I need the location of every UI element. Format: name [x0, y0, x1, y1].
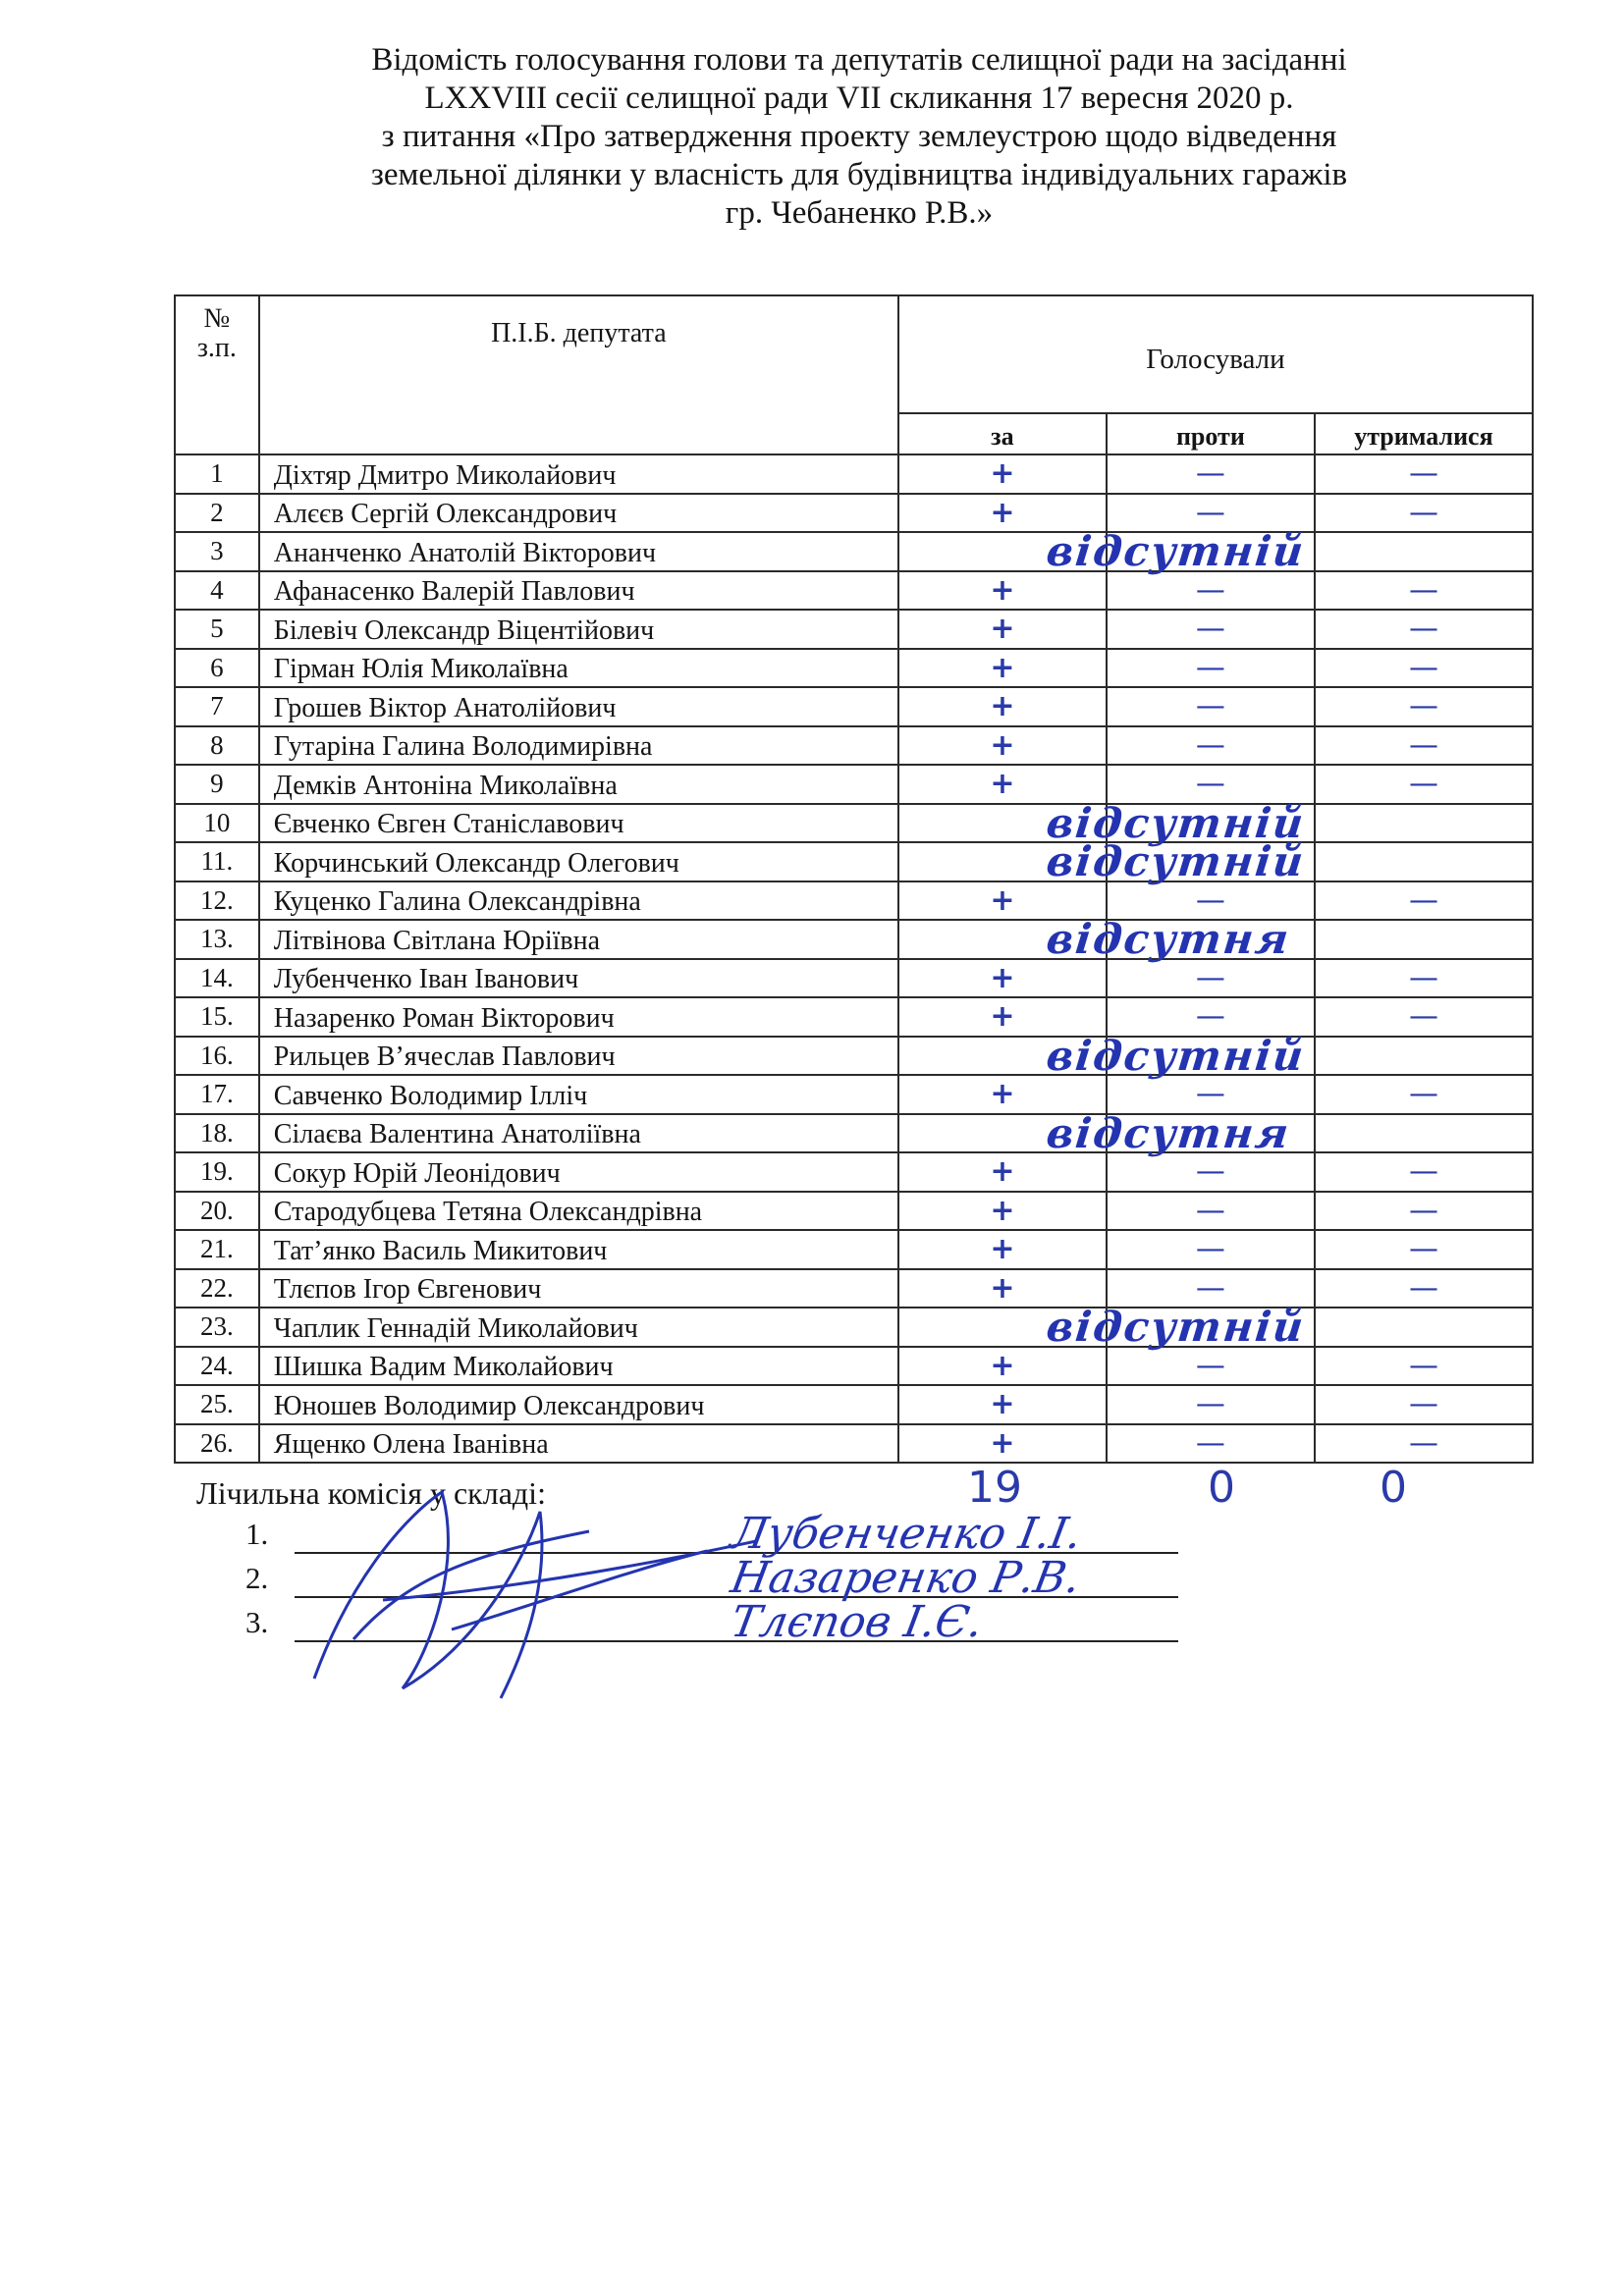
vote-for-cell: [898, 527, 1308, 575]
vote-abstain-mark: —: [1315, 649, 1533, 688]
row-number: 22.: [175, 1269, 259, 1308]
table-row: [175, 1037, 1533, 1076]
deputy-name: Чаплик Геннадій Миколайович: [259, 1308, 898, 1347]
deputy-name: Ященко Олена Іванівна: [259, 1424, 898, 1464]
row-number: 10: [175, 804, 259, 843]
vote-abstain-mark: —: [1315, 1192, 1533, 1231]
header-against: проти: [1107, 413, 1315, 454]
vote-against-mark: —: [1107, 494, 1315, 533]
vote-abstain-cell: [1315, 1037, 1533, 1076]
vote-abstain-mark: —: [1315, 687, 1533, 726]
vote-for-cell: [898, 1303, 1308, 1351]
header-for: за: [898, 413, 1107, 454]
absent-note: відсутня: [1044, 915, 1293, 963]
deputy-name: Демків Антоніна Миколаївна: [259, 765, 898, 804]
row-number: 13.: [175, 920, 259, 959]
deputy-name: Гутаріна Галина Володимирівна: [259, 726, 898, 766]
header-deputy-name: П.І.Б. депутата: [259, 295, 898, 454]
vote-for-mark: +: [898, 726, 1107, 766]
deputy-name: Юношев Володимир Олександрович: [259, 1385, 898, 1424]
document-title: [255, 41, 1463, 233]
vote-abstain-mark: —: [1315, 997, 1533, 1037]
vote-against-mark: —: [1107, 1424, 1315, 1464]
row-number: 18.: [175, 1114, 259, 1153]
title-line-1: Відомість голосування голови та депутатів селищної ради на засіданні: [371, 42, 1347, 78]
table-row: [175, 920, 1533, 959]
vote-for-mark: +: [898, 997, 1107, 1037]
vote-for-cell: [898, 1108, 1293, 1157]
table-row: [175, 1308, 1533, 1347]
table-row: [175, 687, 1533, 726]
vote-for-cell: [898, 1031, 1308, 1080]
row-number: 11.: [175, 842, 259, 881]
table-row: [175, 765, 1533, 804]
row-number: 9: [175, 765, 259, 804]
table-row: [175, 1347, 1533, 1386]
vote-abstain-mark: —: [1315, 1347, 1533, 1386]
handwritten-name: Лубенченко І.І.: [727, 1509, 1086, 1559]
vote-abstain-mark: —: [1315, 610, 1533, 649]
vote-for-mark: +: [898, 494, 1107, 533]
header-voted: Голосували: [898, 295, 1533, 413]
vote-abstain-mark: —: [1315, 1230, 1533, 1269]
vote-abstain-mark: —: [1315, 959, 1533, 998]
vote-for-mark: +: [898, 1152, 1107, 1192]
signature-scribble: [295, 1453, 766, 1708]
title-line-3: з питання «Про затвердження проекту землеустрою щодо відведення: [381, 119, 1337, 154]
row-number: 3: [175, 532, 259, 571]
vote-abstain-mark: —: [1315, 454, 1533, 494]
header-number-symbol: №: [203, 303, 231, 334]
vote-for-mark: +: [898, 959, 1107, 998]
vote-abstain-mark: —: [1315, 1075, 1533, 1114]
row-number: 6: [175, 649, 259, 688]
vote-for-mark: +: [898, 1192, 1107, 1231]
vote-against-mark: —: [1107, 1385, 1315, 1424]
vote-abstain-mark: —: [1315, 1152, 1533, 1192]
row-number: 26.: [175, 1424, 259, 1464]
vote-for-mark: +: [898, 649, 1107, 688]
table-row: [175, 454, 1533, 494]
deputy-name: Сілаєва Валентина Анатоліївна: [259, 1114, 898, 1153]
vote-abstain-cell: [1315, 1308, 1533, 1347]
total-against: 0: [1208, 1463, 1235, 1513]
vote-abstain-cell: [1315, 1114, 1533, 1153]
vote-for-mark: +: [898, 571, 1107, 611]
absent-note: відсутній: [1044, 1031, 1308, 1080]
deputy-name: Діхтяр Дмитро Миколайович: [259, 454, 898, 494]
vote-against-mark: —: [1107, 1152, 1315, 1192]
vote-against-mark: —: [1107, 881, 1315, 921]
vote-abstain-mark: —: [1315, 571, 1533, 611]
vote-abstain-mark: —: [1315, 1424, 1533, 1464]
total-abstained: 0: [1380, 1463, 1407, 1513]
table-row: [175, 1269, 1533, 1308]
deputy-name: Тат’янко Василь Микитович: [259, 1230, 898, 1269]
header-number-abbrev: з.п.: [196, 333, 237, 363]
header-number: [175, 295, 259, 454]
row-number: 23.: [175, 1308, 259, 1347]
table-row: [175, 571, 1533, 611]
vote-for-mark: +: [898, 1075, 1107, 1114]
deputy-name: Лубенченко Іван Іванович: [259, 959, 898, 998]
absent-note: відсутній: [1044, 798, 1308, 847]
deputy-name: Шишка Вадим Миколайович: [259, 1347, 898, 1386]
commission-index: 3.: [245, 1605, 269, 1639]
absent-note: відсутній: [1044, 1303, 1308, 1351]
vote-against-mark: —: [1107, 1269, 1315, 1308]
row-number: 8: [175, 726, 259, 766]
row-number: 17.: [175, 1075, 259, 1114]
commission-index: 1.: [245, 1517, 269, 1551]
vote-for-mark: +: [898, 1269, 1107, 1308]
row-number: 19.: [175, 1152, 259, 1192]
vote-for-mark: +: [898, 765, 1107, 804]
row-number: 21.: [175, 1230, 259, 1269]
row-number: 24.: [175, 1347, 259, 1386]
table-row: [175, 532, 1533, 571]
deputy-name: Тлєпов Ігор Євгенович: [259, 1269, 898, 1308]
vote-for-mark: +: [898, 610, 1107, 649]
vote-against-mark: —: [1107, 765, 1315, 804]
table-row: [175, 494, 1533, 533]
commission-label: Лічильна комісія у складі:: [196, 1475, 546, 1511]
vote-for-mark: +: [898, 687, 1107, 726]
deputy-name: Куценко Галина Олександрівна: [259, 881, 898, 921]
handwritten-name: Тлєпов І.Є.: [727, 1597, 987, 1647]
vote-against-mark: —: [1107, 1075, 1315, 1114]
vote-abstain-mark: —: [1315, 494, 1533, 533]
absent-note: відсутній: [1044, 527, 1308, 575]
handwritten-name: Назаренко Р.В.: [727, 1553, 1085, 1603]
vote-for-mark: +: [898, 881, 1107, 921]
table-row: [175, 1192, 1533, 1231]
row-number: 1: [175, 454, 259, 494]
commission-index: 2.: [245, 1561, 269, 1595]
table-row: [175, 1385, 1533, 1424]
vote-abstain-mark: —: [1315, 1385, 1533, 1424]
vote-against-mark: —: [1107, 1192, 1315, 1231]
absent-note: відсутня: [1044, 1108, 1293, 1157]
deputy-name: Стародубцева Тетяна Олександрівна: [259, 1192, 898, 1231]
vote-against-mark: —: [1107, 571, 1315, 611]
absent-note: відсутній: [1044, 837, 1308, 885]
total-for: 19: [967, 1463, 1022, 1513]
title-line-2: LXXVIII сесії селищної ради VII скликання 17 вересня 2020 р.: [424, 80, 1294, 116]
title-line-5: гр. Чебаненко Р.В.»: [725, 195, 994, 231]
table-row: [175, 997, 1533, 1037]
deputy-name: Грошев Віктор Анатолійович: [259, 687, 898, 726]
deputy-name: Сокур Юрій Леонідович: [259, 1152, 898, 1192]
vote-against-mark: —: [1107, 610, 1315, 649]
row-number: 4: [175, 571, 259, 611]
row-number: 12.: [175, 881, 259, 921]
row-number: 16.: [175, 1037, 259, 1076]
vote-against-mark: —: [1107, 687, 1315, 726]
table-row: [175, 842, 1533, 881]
row-number: 20.: [175, 1192, 259, 1231]
vote-against-mark: —: [1107, 997, 1315, 1037]
vote-for-mark: +: [898, 1347, 1107, 1386]
row-number: 15.: [175, 997, 259, 1037]
vote-abstain-cell: [1315, 842, 1533, 881]
header-abstained: утрималися: [1315, 413, 1533, 454]
deputy-name: Євченко Євген Станіславович: [259, 804, 898, 843]
row-number: 5: [175, 610, 259, 649]
deputy-name: Гірман Юлія Миколаївна: [259, 649, 898, 688]
vote-abstain-mark: —: [1315, 726, 1533, 766]
vote-abstain-mark: —: [1315, 1269, 1533, 1308]
row-number: 2: [175, 494, 259, 533]
row-number: 25.: [175, 1385, 259, 1424]
vote-for-mark: +: [898, 1385, 1107, 1424]
table-row: [175, 1075, 1533, 1114]
vote-against-mark: —: [1107, 959, 1315, 998]
table-row: [175, 804, 1533, 843]
vote-for-mark: +: [898, 1424, 1107, 1464]
deputy-name: Савченко Володимир Ілліч: [259, 1075, 898, 1114]
vote-abstain-mark: —: [1315, 881, 1533, 921]
vote-for-cell: [898, 915, 1293, 963]
row-number: 7: [175, 687, 259, 726]
table-row: [175, 610, 1533, 649]
deputy-name: Назаренко Роман Вікторович: [259, 997, 898, 1037]
vote-abstain-mark: —: [1315, 765, 1533, 804]
vote-for-cell: [898, 837, 1308, 885]
deputy-name: Ананченко Анатолій Вікторович: [259, 532, 898, 571]
table-row: [175, 959, 1533, 998]
vote-abstain-cell: [1315, 920, 1533, 959]
deputy-name: Афанасенко Валерій Павлович: [259, 571, 898, 611]
deputy-name: Алєєв Сергій Олександрович: [259, 494, 898, 533]
voting-table-body: [175, 454, 1533, 1463]
vote-against-mark: —: [1107, 1347, 1315, 1386]
vote-for-mark: +: [898, 1230, 1107, 1269]
deputy-name: Корчинський Олександр Олегович: [259, 842, 898, 881]
deputy-name: Білевіч Олександр Віцентійович: [259, 610, 898, 649]
table-row: [175, 1114, 1533, 1153]
vote-abstain-cell: [1315, 804, 1533, 843]
deputy-name: Літвінова Світлана Юріївна: [259, 920, 898, 959]
vote-against-mark: —: [1107, 726, 1315, 766]
vote-against-mark: —: [1107, 649, 1315, 688]
vote-for-mark: +: [898, 454, 1107, 494]
table-row: [175, 726, 1533, 766]
voting-table: [174, 294, 1534, 1464]
title-line-4: земельної ділянки у власність для будівництва індивідуальних гаражів: [370, 157, 1348, 192]
vote-against-mark: —: [1107, 454, 1315, 494]
table-row: [175, 881, 1533, 921]
row-number: 14.: [175, 959, 259, 998]
table-row: [175, 649, 1533, 688]
table-row: [175, 1152, 1533, 1192]
deputy-name: Рильцев В’ячеслав Павлович: [259, 1037, 898, 1076]
vote-against-mark: —: [1107, 1230, 1315, 1269]
table-row: [175, 1230, 1533, 1269]
vote-abstain-cell: [1315, 532, 1533, 571]
